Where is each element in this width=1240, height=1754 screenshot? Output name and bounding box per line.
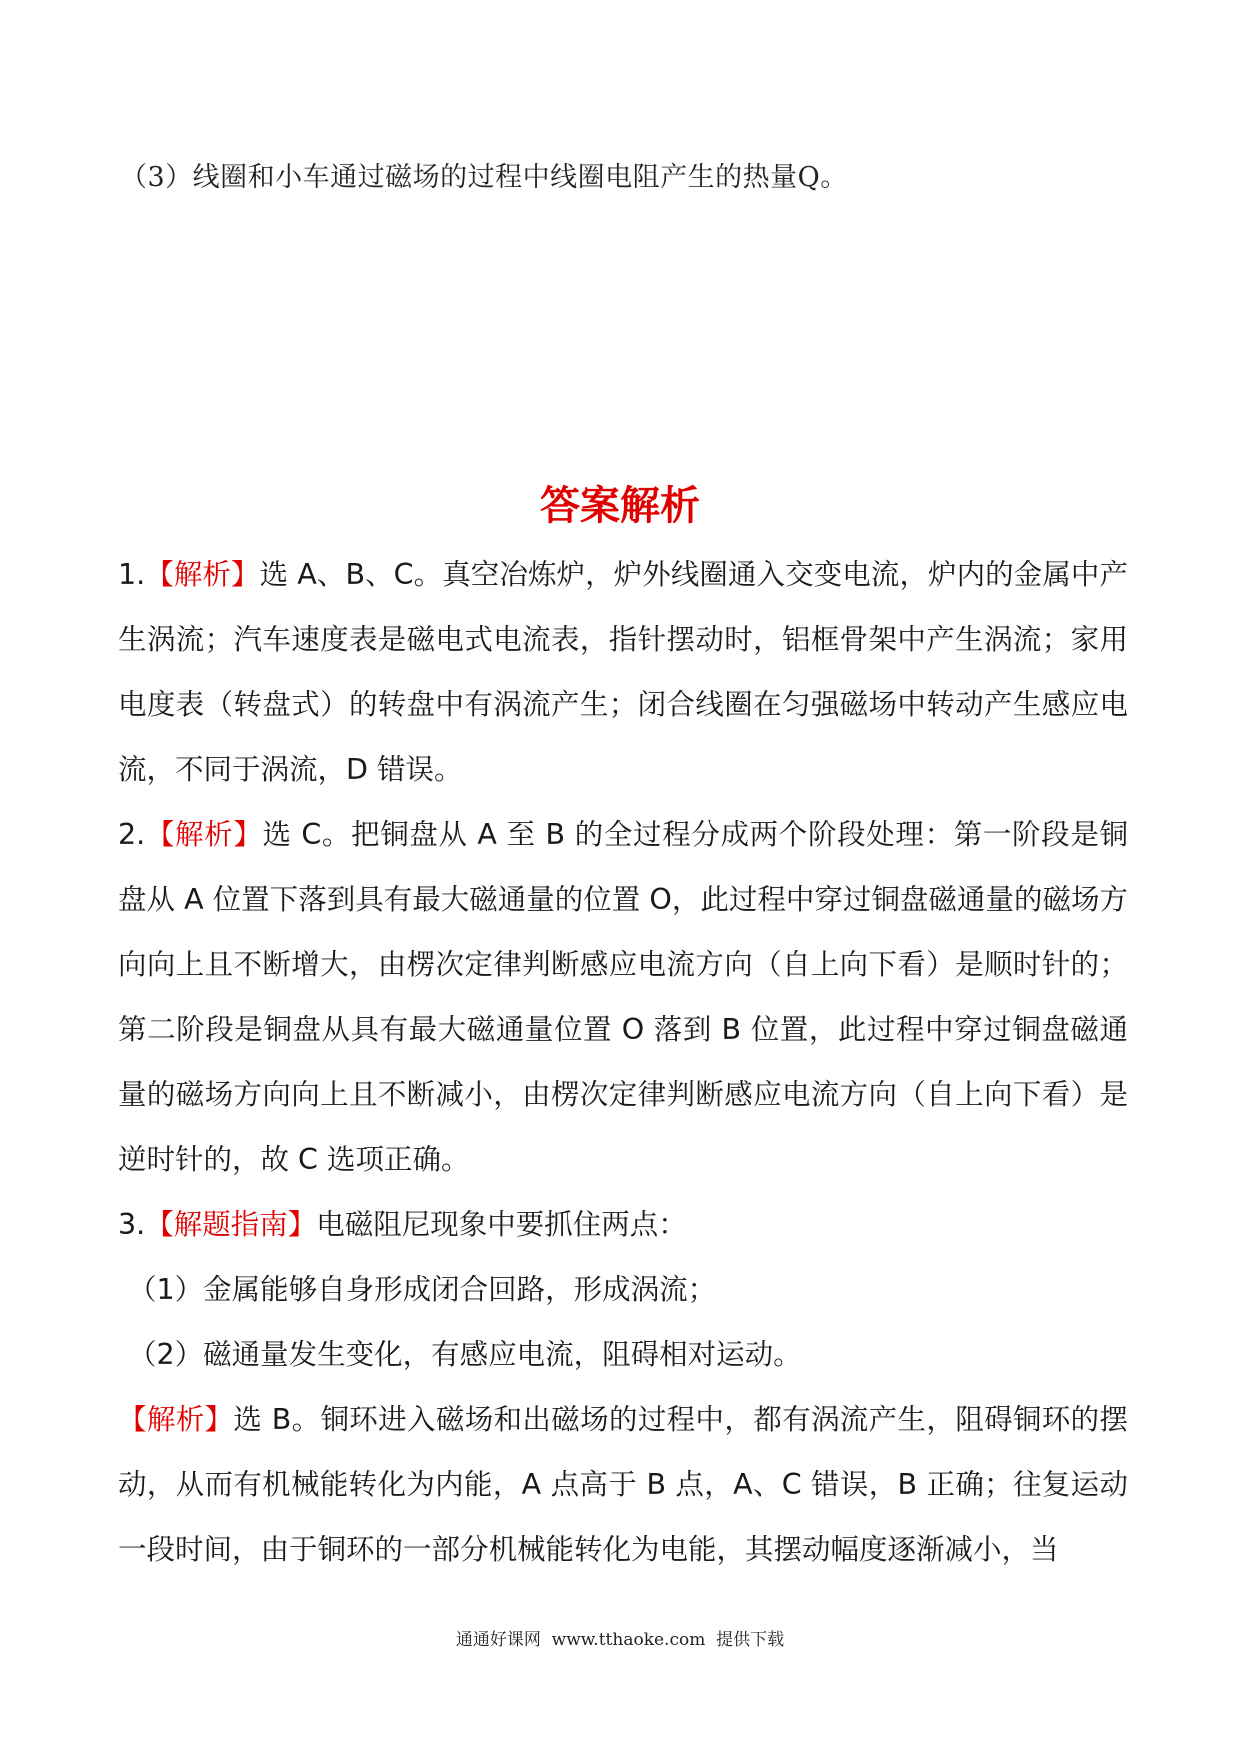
footer-credit: 通通好课网 www.tthaoke.com 提供下载 — [455, 1630, 785, 1650]
answer-2 — [118, 802, 1128, 1192]
answer-1-text: 选 A、B、C。真空冶炼炉，炉外线圈通入交变电流，炉内的金属中产生涡流；汽车速度表是磁电式电流表，指针摆动时，铝框骨架中产生涡流；家用电度表（转盘式）的转盘中有涡流产生；闭合线圈在匀强磁场中转动产生感应电流，不同于涡流，D 错误。 — [118, 558, 1128, 786]
guide-point-1: （1）金属能够自身形成闭合回路，形成涡流； — [128, 1273, 717, 1306]
answer-3-analysis — [118, 1387, 1128, 1582]
guide-point-2: （2）磁通量发生变化，有感应电流，阻碍相对运动。 — [128, 1338, 802, 1371]
answer-1 — [118, 542, 1128, 802]
answer-3-number: 3. — [118, 1208, 146, 1241]
answer-3-text: 电磁阻尼现象中要抓住两点： — [316, 1208, 687, 1241]
answer-1-tag: 【解析】 — [145, 558, 260, 591]
answer-1-number: 1. — [118, 558, 146, 591]
answer-3 — [118, 1192, 1128, 1257]
section-title: 答案解析 — [540, 483, 700, 529]
answer-2-number: 2. — [118, 818, 146, 851]
answer-3-tag: 【解题指南】 — [145, 1208, 317, 1241]
answers-body — [118, 542, 1128, 1582]
answer-2-tag: 【解析】 — [145, 818, 263, 851]
answer-3-analysis-tag: 【解析】 — [118, 1403, 234, 1436]
answer-2-text: 选 C。把铜盘从 A 至 B 的全过程分成两个阶段处理：第一阶段是铜盘从 A 位置下落到具有最大磁通量的位置 O，此过程中穿过铜盘磁通量的磁场方向向上且不断增大，由楞次定律判断感应电流方向（自上向下看）是顺时针的；第二阶段是铜盘从具有最大磁通量位置 O 落到 B 位置，此过程中穿过铜盘磁通量的磁场方向向上且不断减小，由楞次定律判断感应电流方向（自上向下看）是逆时针的，故 C 选项正确。 — [118, 818, 1128, 1176]
answer-3-analysis-text: 选 B。铜环进入磁场和出磁场的过程中，都有涡流产生，阻碍铜环的摆动，从而有机械能转化为内能，A 点高于 B 点，A、C 错误，B 正确；往复运动一段时间，由于铜环的一部分机械能转化为电能，其摆动幅度逐渐减小，当 — [118, 1403, 1128, 1566]
question-3-text: （3）线圈和小车通过磁场的过程中线圈电阻产生的热量Q。 — [120, 162, 848, 193]
